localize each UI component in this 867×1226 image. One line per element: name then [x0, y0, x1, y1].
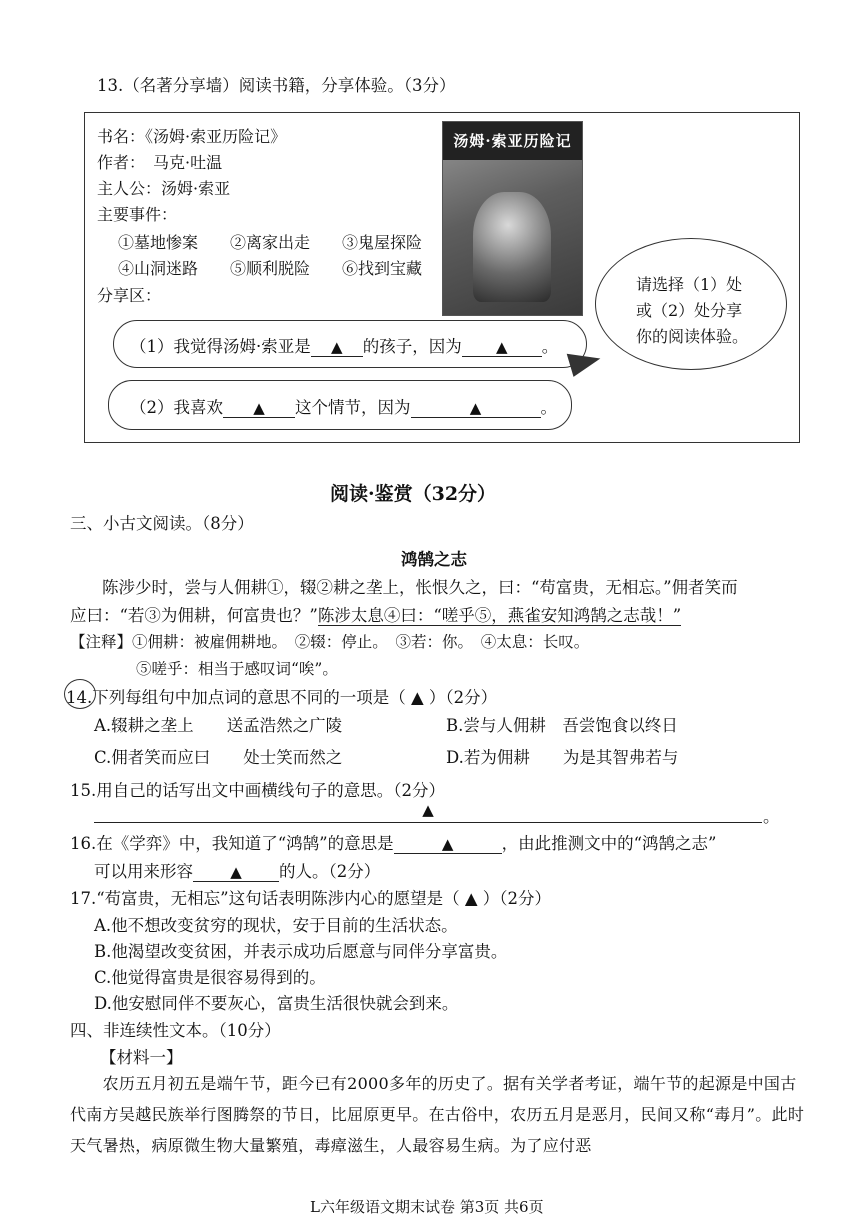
- cover-title: 汤姆·索亚历险记: [443, 122, 582, 160]
- q14-option-a: A.辍耕之垄上 送孟浩然之广陵: [94, 716, 343, 735]
- events-label: 主要事件：: [97, 205, 178, 224]
- book-title: 书名：《汤姆·索亚历险记》: [97, 127, 287, 146]
- passage-line-1: 陈涉少时，尝与人佣耕①，辍②耕之垄上，怅恨久之，曰：“苟富贵，无相忘。”佣者笑而: [102, 578, 738, 597]
- q17-option-d: D.他安慰同伴不要灰心，富贵生活很快就会到来。: [94, 994, 459, 1013]
- part-3-heading: 三、小古文阅读。（8分）: [70, 514, 254, 533]
- bubble-line-2: 或（2）处分享: [636, 301, 743, 320]
- material-1-label: 【材料一】: [100, 1048, 183, 1067]
- book-hero: 主人公：汤姆·索亚: [97, 179, 231, 198]
- notes-line-1: 【注释】①佣耕：被雇佣耕地。 ②辍：停止。 ③若：你。 ④太息：长叹。: [70, 633, 590, 651]
- share-option-1-text: （1）我觉得汤姆·索亚是 ▲ 的孩子，因为 ▲ 。: [130, 337, 559, 356]
- answer-triangle: ▲: [495, 338, 508, 356]
- question-15-stem: 15.用自己的话写出文中画横线句子的意思。（2分）: [70, 781, 445, 800]
- passage-title: 鸿鹄之志: [401, 550, 467, 569]
- q14-option-c: C.佣者笑而应曰 处士笑而然之: [94, 748, 343, 767]
- question-14-stem: 14.下列每组句中加点词的意思不同的一项是（ ▲ ）（2分）: [66, 688, 498, 707]
- part-4-heading: 四、非连续性文本。（10分）: [70, 1021, 281, 1040]
- question-16-line-2: 可以用来形容 ▲ 的人。（2分）: [94, 862, 381, 881]
- answer-triangle: ▲: [253, 399, 265, 417]
- material-1-text: 农历五月初五是端午节，距今已有2000多年的历史了。据有关学者考证，端午节的起源是中国古代南方吴越民族举行图腾祭的节日，比屈原更早。在古俗中，农历五月是恶月，民间又称“毒月”。此时天气暑热，病原微生物大量繁殖，毒瘴滋生，人最容易生病。为了应付恶: [70, 1074, 805, 1155]
- cover-illustration: [473, 192, 551, 302]
- question-13-stem: 13.（名著分享墙）阅读书籍，分享体验。（3分）: [97, 76, 456, 95]
- share-label: 分享区：: [97, 286, 162, 305]
- share-option-2-text: （2）我喜欢 ▲ 这个情节，因为 ▲ 。: [130, 398, 557, 417]
- question-16-line-1: 16.在《学弈》中，我知道了“鸿鹄”的意思是 ▲ ，由此推测文中的“鸿鹄之志”: [70, 834, 717, 853]
- bubble-line-3: 你的阅读体验。: [636, 327, 749, 346]
- speech-bubble-tail: [564, 354, 601, 381]
- answer-triangle: ▲: [469, 399, 482, 417]
- book-author: 作者： 马克·吐温: [97, 153, 223, 172]
- answer-triangle: ▲: [330, 338, 343, 356]
- question-17-stem: 17.“苟富贵，无相忘”这句话表明陈涉内心的愿望是（ ▲ ）（2分）: [70, 889, 552, 908]
- section-title: 阅读·鉴赏（32分）: [330, 483, 497, 505]
- book-cover-image: [442, 121, 583, 316]
- q17-option-b: B.他渴望改变贫困，并表示成功后愿意与同伴分享富贵。: [94, 942, 508, 961]
- events-row-2: ④山洞迷路 ⑤顺利脱险 ⑥找到宝藏: [118, 259, 423, 278]
- underlined-sentence: 陈涉太息④曰：“嗟乎⑤，燕雀安知鸿鹄之志哉！”: [317, 606, 682, 625]
- page-footer: L六年级语文期末试卷 第3页 共6页: [310, 1198, 544, 1216]
- events-row-1: ①墓地惨案 ②离家出走 ③鬼屋探险: [118, 233, 423, 252]
- bubble-line-1: 请选择（1）处: [636, 275, 743, 294]
- q14-option-b: B.尝与人佣耕 吾尝饱食以终日: [446, 716, 678, 735]
- q14-option-d: D.若为佣耕 为是其智弗若与: [446, 748, 679, 767]
- q17-option-c: C.他觉得富贵是很容易得到的。: [94, 968, 326, 987]
- q15-answer-line: ▲: [94, 800, 762, 823]
- q17-option-a: A.他不想改变贫穷的现状，安于目前的生活状态。: [94, 916, 458, 935]
- passage-line-2: 应曰：“若③为佣耕，何富贵也？”陈涉太息④曰：“嗟乎⑤，燕雀安知鸿鹄之志哉！”: [70, 606, 682, 625]
- notes-line-2: ⑤嗟乎：相当于感叹词“唉”。: [136, 660, 338, 678]
